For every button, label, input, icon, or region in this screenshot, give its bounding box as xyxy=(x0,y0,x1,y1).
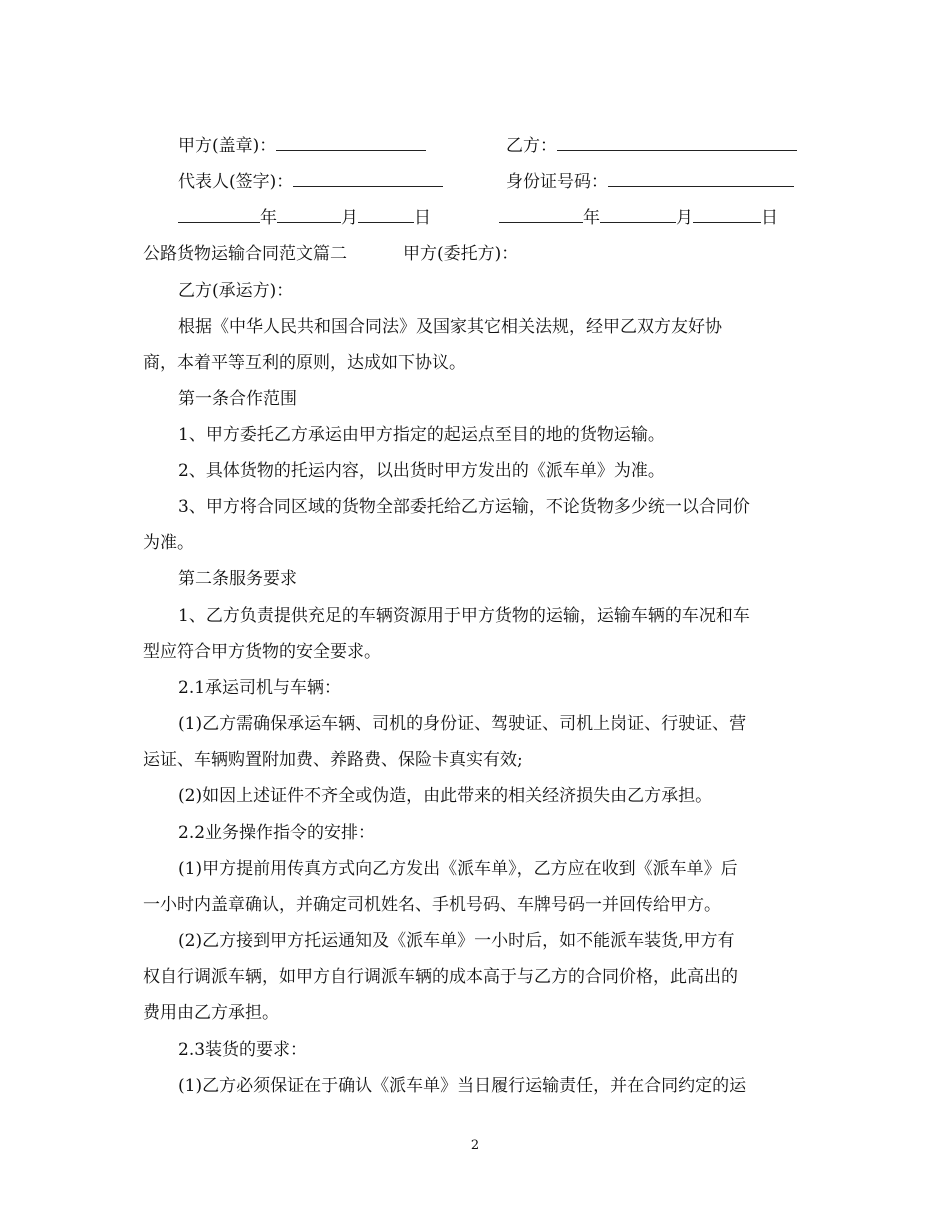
date-line-a xyxy=(178,205,431,229)
party-a-seal-label: 甲方(盖章)： xyxy=(178,136,277,156)
rep-sign-label: 代表人(签字)： xyxy=(178,172,294,192)
article-1-title: 第一条合作范围 xyxy=(178,389,297,409)
section-2-2-item-1-line-2: 一小时内盖章确认，并确定司机姓名、手机号码、车牌号码一并回传给甲方。 xyxy=(143,895,721,915)
intro-line-1: 根据《中华人民共和国合同法》及国家其它相关法规，经甲乙双方友好协 xyxy=(178,317,722,337)
intro-line-2: 商，本着平等互利的原则，达成如下协议。 xyxy=(143,353,466,373)
article-1-item-3-line-2: 为准。 xyxy=(143,533,194,553)
article-2-item-1-line-1: 1、乙方负责提供充足的车辆资源用于甲方货物的运输，运输车辆的车况和车 xyxy=(178,606,750,626)
month-blank-a xyxy=(277,205,341,223)
article-1-item-2: 2、具体货物的托运内容，以出货时甲方发出的《派车单》为准。 xyxy=(178,461,665,481)
page-number: 2 xyxy=(470,1138,480,1153)
article-2-item-1-line-2: 型应符合甲方货物的安全要求。 xyxy=(143,642,381,662)
section-2-1-title: 2.1承运司机与车辆： xyxy=(178,678,342,698)
section-2-2-item-1-line-1: (1)甲方提前用传真方式向乙方发出《派车单》，乙方应在收到《派车单》后 xyxy=(178,859,738,879)
section-2-2-item-2-line-1: (2)乙方接到甲方托运通知及《派车单》一小时后，如不能派车装货,甲方有 xyxy=(178,931,735,951)
section-2-3-title: 2.3装货的要求： xyxy=(178,1040,308,1060)
id-number-blank xyxy=(608,169,794,187)
rep-sign-line xyxy=(178,169,443,193)
party-b-blank xyxy=(557,133,797,151)
section-2-1-item-1-line-1: (1)乙方需确保承运车辆、司机的身份证、驾驶证、司机上岗证、行驶证、营 xyxy=(178,714,747,734)
article-1-item-3-line-1: 3、甲方将合同区域的货物全部委托给乙方运输，不论货物多少统一以合同价 xyxy=(178,497,750,517)
section-2-3-item-1: (1)乙方必须保证在于确认《派车单》当日履行运输责任，并在合同约定的运 xyxy=(178,1076,747,1096)
party-a-seal-blank xyxy=(276,133,426,151)
party-b-carrier: 乙方(承运方)： xyxy=(178,281,294,301)
month-label-b: 月 xyxy=(676,208,693,228)
month-blank-b xyxy=(600,205,676,223)
section-2-1-item-2: (2)如因上述证件不齐全或伪造，由此带来的相关经济损失由乙方承担。 xyxy=(178,786,713,806)
day-label-b: 日 xyxy=(761,208,778,228)
year-blank-a xyxy=(178,205,260,223)
section-2-2-title: 2.2业务操作指令的安排： xyxy=(178,823,376,843)
party-a-entrust: 甲方(委托方)： xyxy=(403,244,519,264)
date-line-b xyxy=(499,205,778,229)
party-a-seal-line xyxy=(178,133,426,157)
day-label-a: 日 xyxy=(414,208,431,228)
heading: 公路货物运输合同范文篇二 xyxy=(143,244,347,264)
section-2-2-item-2-line-2: 权自行调派车辆，如甲方自行调派车辆的成本高于与乙方的合同价格，此高出的 xyxy=(143,967,738,987)
day-blank-b xyxy=(693,205,761,223)
month-label-a: 月 xyxy=(341,208,358,228)
year-label-a: 年 xyxy=(260,208,277,228)
article-2-title: 第二条服务要求 xyxy=(178,569,297,589)
year-label-b: 年 xyxy=(583,208,600,228)
day-blank-a xyxy=(358,205,414,223)
year-blank-b xyxy=(499,205,583,223)
party-b-line xyxy=(506,133,797,157)
id-number-label: 身份证号码： xyxy=(506,172,608,192)
id-number-line xyxy=(506,169,794,193)
section-2-1-item-1-line-2: 运证、车辆购置附加费、养路费、保险卡真实有效; xyxy=(143,750,523,770)
article-1-item-1: 1、甲方委托乙方承运由甲方指定的起运点至目的地的货物运输。 xyxy=(178,425,665,445)
rep-sign-blank xyxy=(293,169,443,187)
section-2-2-item-2-line-3: 费用由乙方承担。 xyxy=(143,1003,279,1023)
party-b-label: 乙方： xyxy=(506,136,557,156)
